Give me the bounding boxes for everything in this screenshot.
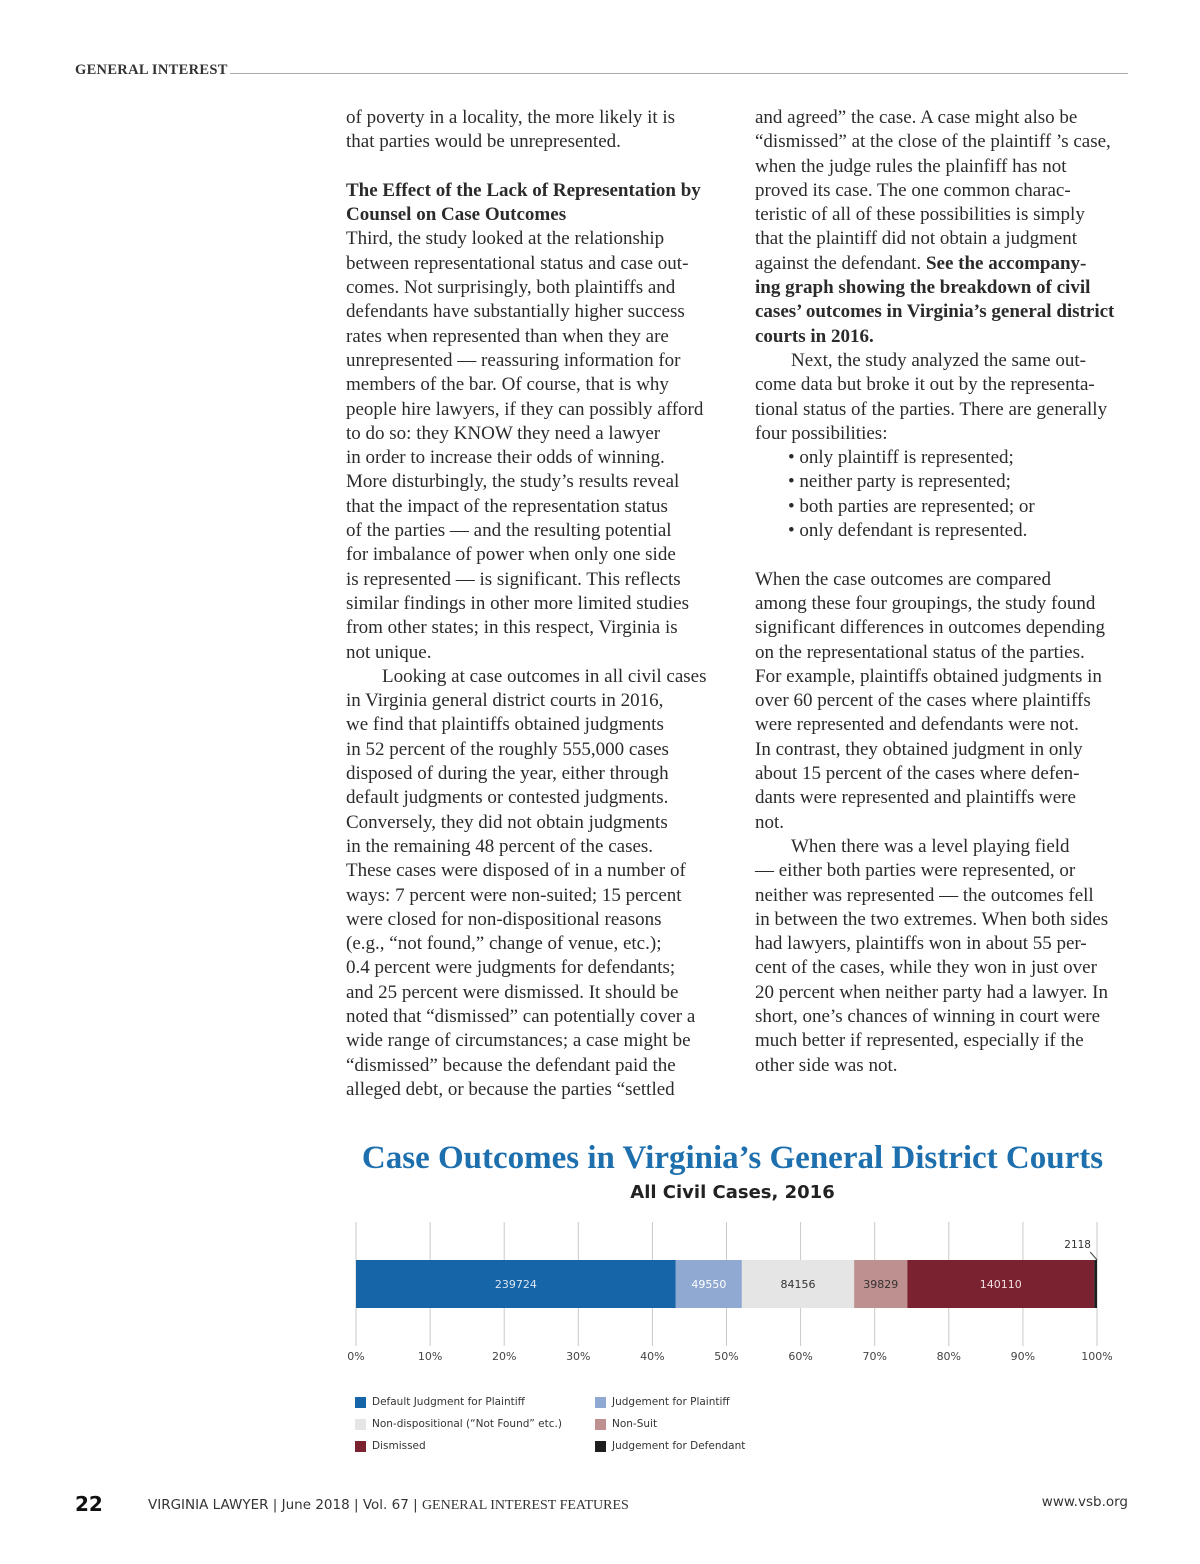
legend-item — [595, 1396, 730, 1408]
tick-label: 80% — [936, 1350, 962, 1363]
page-number: 22 — [75, 1492, 103, 1516]
legend-item — [595, 1440, 745, 1452]
text-line: When the case outcomes are compared — [755, 568, 1051, 590]
tick-label: 70% — [862, 1350, 887, 1363]
tick-label: 0% — [347, 1350, 365, 1363]
text-line: The Effect of the Lack of Representation by — [346, 179, 701, 201]
text-line: come data but broke it out by the representa- — [755, 374, 1095, 396]
text-line: • only plaintiff is represented; — [788, 447, 1014, 469]
text-line: when the judge rules the plainfiff has not — [755, 155, 1067, 177]
text-line: in Virginia general district courts in 2016, — [346, 690, 664, 712]
text-line: “dismissed” at the close of the plaintiff ’s case, — [755, 131, 1111, 153]
text-line: proved its case. The one common charac- — [755, 179, 1071, 201]
tick-label: 40% — [640, 1350, 665, 1363]
legend-item — [355, 1396, 525, 1408]
text-line: members of the bar. Of course, that is why — [346, 374, 669, 396]
text-line: in 52 percent of the roughly 555,000 cases — [346, 738, 669, 760]
text-line: alleged debt, or because the parties “settled — [346, 1078, 675, 1100]
text-line: in order to increase their odds of winning. — [346, 447, 665, 469]
text-line: of poverty in a locality, the more likely it is — [346, 107, 676, 128]
chart-title: Case Outcomes in Virginia’s General District Courts — [361, 1140, 1104, 1176]
text-line: tional status of the parties. There are generally — [755, 398, 1108, 420]
text-line: Third, the study looked at the relationship — [346, 228, 665, 250]
legend-swatch — [595, 1397, 606, 1408]
legend-swatch — [595, 1419, 606, 1430]
text-line: much better if represented, especially if the — [755, 1030, 1084, 1052]
text-line: dants were represented and plaintiffs were — [755, 787, 1076, 809]
text-line: 0.4 percent were judgments for defendants; — [346, 957, 676, 979]
footer-issue: June 2018 — [281, 1497, 350, 1513]
text-line: When there was a level playing field — [791, 835, 1070, 857]
callout-line — [1090, 1252, 1097, 1260]
text-line: Looking at case outcomes in all civil cases — [382, 665, 707, 687]
text-line: unrepresented — reassuring information for — [346, 349, 681, 371]
text-run: against the defendant. — [755, 252, 926, 274]
text-line: that the impact of the representation status — [346, 495, 668, 517]
footer-separator: | — [413, 1497, 422, 1513]
text-line: courts in 2016. — [755, 325, 874, 347]
text-line: of the parties — and the resulting potential — [346, 520, 672, 542]
bar-segment — [1094, 1260, 1097, 1308]
text-line: (e.g., “not found,” change of venue, etc.); — [346, 933, 662, 955]
legend-label: Non-dispositional (“Not Found” etc.) — [372, 1418, 562, 1430]
data-label: 84156 — [780, 1278, 816, 1291]
text-line: were closed for non-dispositional reasons — [346, 908, 662, 930]
legend-swatch — [595, 1441, 606, 1452]
text-line: that parties would be unrepresented. — [346, 131, 621, 153]
text-line: default judgments or contested judgments. — [346, 787, 669, 809]
text-line: to do so: they KNOW they need a lawyer — [346, 422, 661, 444]
text-line: in the remaining 48 percent of the cases. — [346, 835, 654, 857]
legend-item — [595, 1418, 657, 1430]
text-line: neither was represented — the outcomes fell — [755, 884, 1094, 906]
text-line: ways: 7 percent were non-suited; 15 percent — [346, 884, 682, 906]
data-label: 39829 — [863, 1278, 899, 1291]
text-line: not. — [755, 811, 785, 833]
text-line: other side was not. — [755, 1054, 898, 1076]
legend-item — [355, 1418, 562, 1430]
text-line: cases’ outcomes in Virginia’s general district — [755, 301, 1115, 323]
footer-url: www.vsb.org — [1041, 1494, 1128, 1510]
text-line: disposed of during the year, either through — [346, 763, 669, 785]
legend-swatch — [355, 1419, 366, 1430]
text-line: among these four groupings, the study found — [755, 592, 1096, 614]
text-line: comes. Not surprisingly, both plaintiffs and — [346, 277, 676, 299]
legend-item — [355, 1440, 426, 1452]
text-line: cent of the cases, while they won in just over — [755, 957, 1097, 979]
text-line: In contrast, they obtained judgment in only — [755, 738, 1083, 760]
data-label: 239724 — [494, 1278, 537, 1291]
text-line: significant differences in outcomes depending — [755, 617, 1105, 639]
legend-label: Judgement for Plaintiff — [612, 1396, 730, 1408]
text-line: • neither party is represented; — [788, 471, 1011, 493]
text-line: noted that “dismissed” can potentially cover a — [346, 1005, 696, 1027]
text-line: for imbalance of power when only one side — [346, 544, 676, 566]
text-line: defendants have substantially higher success — [346, 301, 685, 323]
tick-label: 30% — [566, 1350, 591, 1363]
tick-label: 20% — [491, 1350, 517, 1363]
text-line: people hire lawyers, if they can possibly afford — [346, 398, 704, 420]
text-line: over 60 percent of the cases where plaintiffs — [755, 690, 1091, 712]
text-line: For example, plaintiffs obtained judgments in — [755, 665, 1102, 687]
legend-swatch — [355, 1397, 366, 1408]
text-line: from other states; in this respect, Virginia is — [346, 617, 678, 639]
text-line: rates when represented than when they are — [346, 325, 669, 347]
tick-label: 50% — [714, 1350, 739, 1363]
text-line: between representational status and case out- — [346, 252, 689, 274]
text-line: More disturbingly, the study’s results reveal — [346, 471, 680, 493]
text-line: not unique. — [346, 641, 432, 663]
text-line: about 15 percent of the cases where defen- — [755, 763, 1080, 785]
text-line: Counsel on Case Outcomes — [346, 204, 567, 226]
text-line: were represented and defendants were not. — [755, 714, 1079, 736]
text-line: had lawyers, plaintiffs won in about 55 per- — [755, 933, 1087, 955]
text-line: teristic of all of these possibilities is simply — [755, 204, 1085, 226]
footer-separator: | — [272, 1497, 282, 1513]
text-line: on the representational status of the parties. — [755, 641, 1085, 663]
tick-label: 10% — [417, 1350, 443, 1363]
text-line: 20 percent when neither party had a lawyer. In — [755, 981, 1108, 1003]
text-line: wide range of circumstances; a case might be — [346, 1030, 691, 1052]
text-line: Conversely, they did not obtain judgments — [346, 811, 668, 833]
legend-label: Non-Suit — [612, 1418, 658, 1430]
tick-label: 100% — [1081, 1350, 1113, 1363]
text-line: “dismissed” because the defendant paid the — [346, 1054, 676, 1076]
legend-label: Default Judgment for Plaintiff — [372, 1396, 525, 1408]
text-line: These cases were disposed of in a number of — [346, 860, 686, 882]
tick-label: 60% — [788, 1350, 813, 1363]
footer-volume: Vol. 67 — [362, 1497, 409, 1513]
text-line: ing graph showing the breakdown of civil — [755, 277, 1091, 299]
footer-publication: VIRGINIA LAWYER — [148, 1497, 269, 1513]
footer-separator: | — [353, 1497, 363, 1513]
data-label: 2118 — [1064, 1239, 1091, 1251]
text-line: four possibilities: — [755, 422, 888, 444]
text-line: similar findings in other more limited studies — [346, 592, 690, 614]
section-label: GENERAL INTEREST — [75, 62, 228, 78]
legend-label: Dismissed — [372, 1440, 426, 1452]
text-line: is represented — is significant. This reflects — [346, 568, 681, 590]
tick-label: 90% — [1010, 1350, 1036, 1363]
bold-text: See the accompany- — [925, 252, 1087, 274]
legend-swatch — [355, 1441, 366, 1452]
data-label: 140110 — [979, 1278, 1022, 1291]
text-line: we find that plaintiffs obtained judgments — [346, 714, 664, 736]
legend-label: Judgement for Defendant — [612, 1440, 746, 1452]
text-line: Next, the study analyzed the same out- — [791, 349, 1086, 371]
text-line: — either both parties were represented, or — [755, 860, 1076, 882]
chart-subtitle: All Civil Cases, 2016 — [630, 1182, 835, 1203]
text-line: and 25 percent were dismissed. It should be — [346, 981, 679, 1003]
text-line: short, one’s chances of winning in court were — [755, 1005, 1101, 1027]
text-line: in between the two extremes. When both sides — [755, 908, 1109, 930]
text-line: • only defendant is represented. — [788, 520, 1028, 542]
footer-publication-line — [148, 1497, 629, 1514]
footer-section: GENERAL INTEREST FEATURES — [421, 1498, 629, 1513]
data-label: 49550 — [691, 1278, 727, 1291]
text-line: • both parties are represented; or — [788, 495, 1035, 517]
text-line: and agreed” the case. A case might also be — [755, 107, 1078, 128]
text-line: that the plaintiff did not obtain a judgment — [755, 228, 1078, 250]
